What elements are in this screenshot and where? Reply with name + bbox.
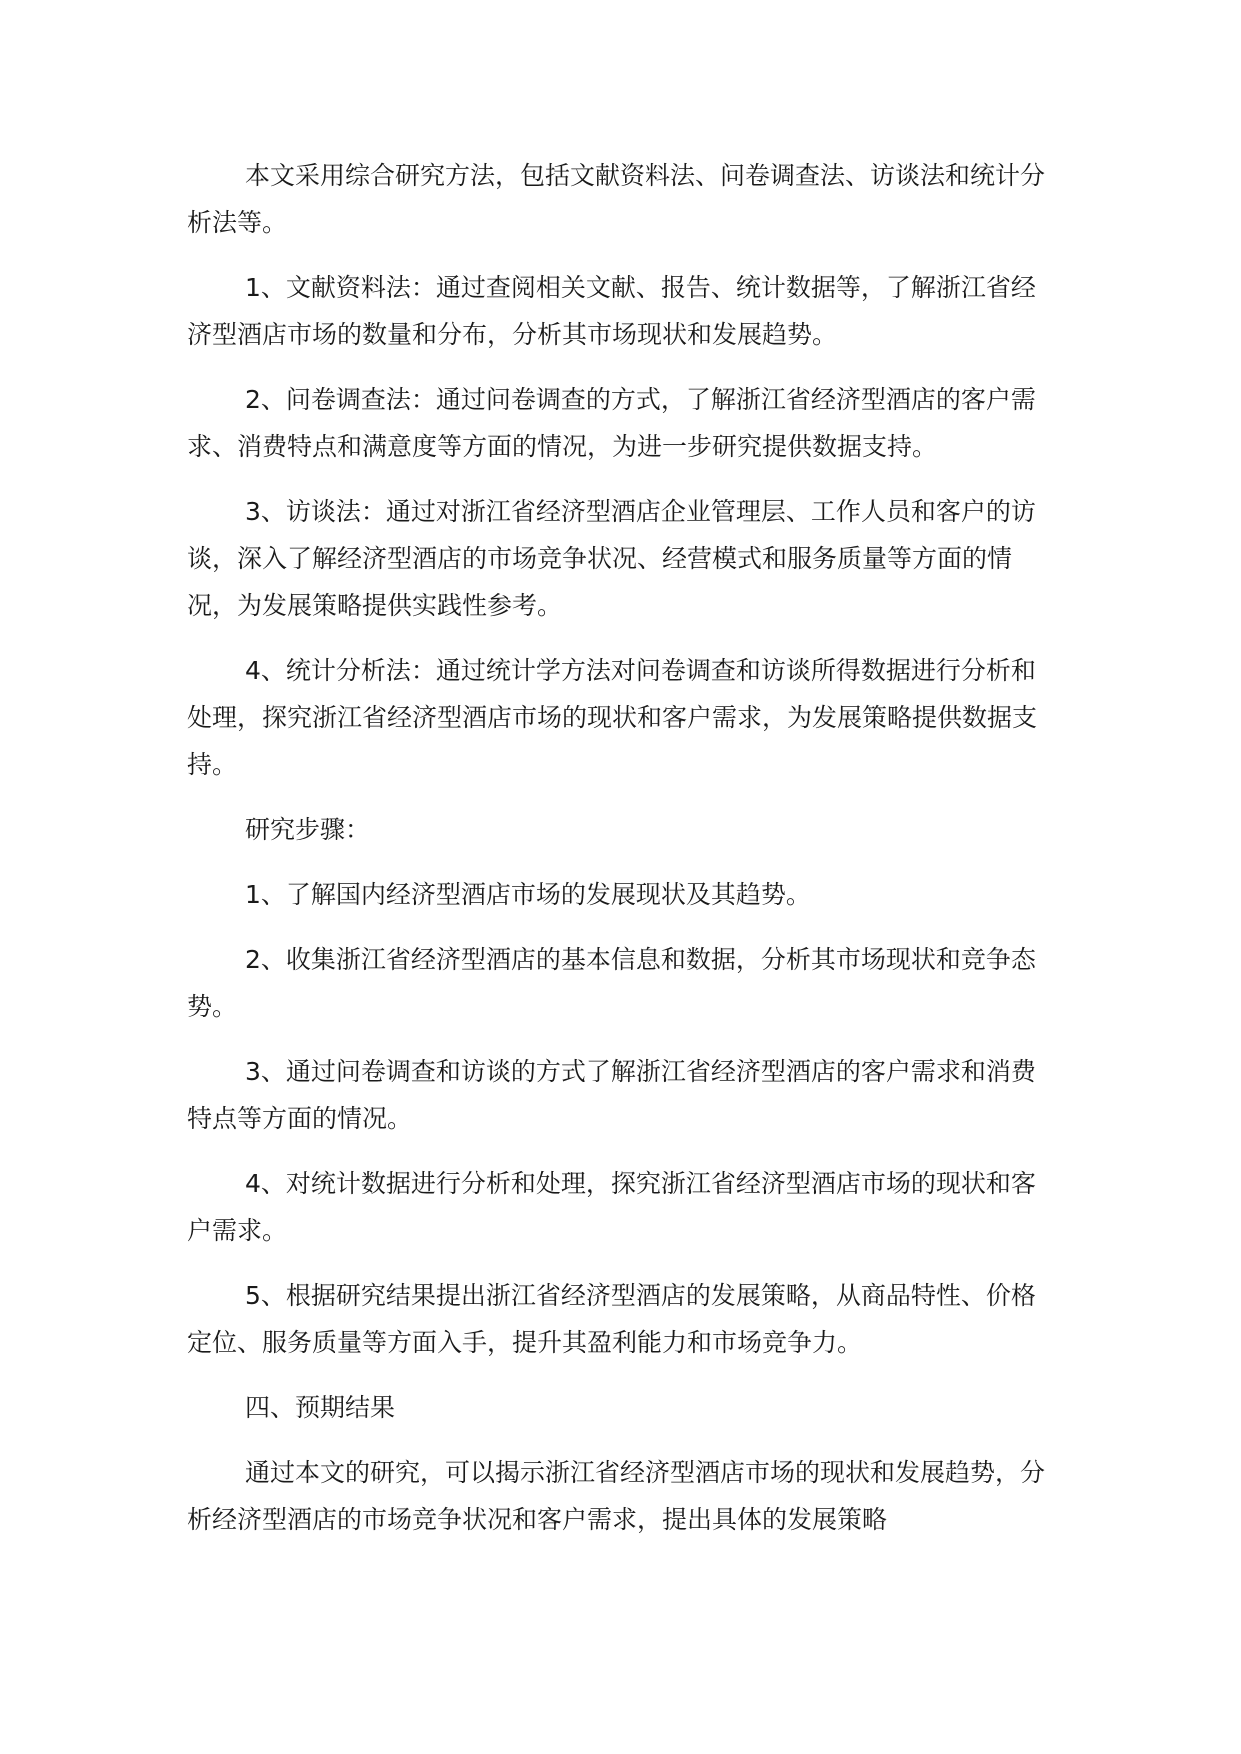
- paragraph-step-2: 2、收集浙江省经济型酒店的基本信息和数据，分析其市场现状和竞争态势。: [187, 945, 1036, 1021]
- document-body: [187, 152, 1057, 1561]
- paragraph-statistical-method: 4、统计分析法：通过统计学方法对问卷调查和访谈所得数据进行分析和处理，探究浙江省经济型酒店市场的现状和客户需求，为发展策略提供数据支持。: [187, 656, 1038, 779]
- heading-expected-results: 四、预期结果: [245, 1393, 396, 1422]
- paragraph-step-3: 3、通过问卷调查和访谈的方式了解浙江省经济型酒店的客户需求和消费特点等方面的情况。: [187, 1057, 1036, 1133]
- paragraph-literature-method: 1、文献资料法：通过查阅相关文献、报告、统计数据等，了解浙江省经济型酒店市场的数量和分布，分析其市场现状和发展趋势。: [187, 273, 1036, 349]
- paragraph-expected-results: 通过本文的研究，可以揭示浙江省经济型酒店市场的现状和发展趋势，分析经济型酒店的市场竞争状况和客户需求，提出具体的发展策略: [187, 1458, 1046, 1534]
- paragraph-step-1: 1、了解国内经济型酒店市场的发展现状及其趋势。: [245, 880, 811, 909]
- paragraph-interview-method: 3、访谈法：通过对浙江省经济型酒店企业管理层、工作人员和客户的访谈，深入了解经济型酒店的市场竞争状况、经营模式和服务质量等方面的情况，为发展策略提供实践性参考。: [187, 497, 1036, 620]
- heading-research-steps: 研究步骤：: [245, 815, 371, 844]
- paragraph-methods-intro: 本文采用综合研究方法，包括文献资料法、问卷调查法、访谈法和统计分析法等。: [187, 161, 1046, 237]
- paragraph-questionnaire-method: 2、问卷调查法：通过问卷调查的方式，了解浙江省经济型酒店的客户需求、消费特点和满意度等方面的情况，为进一步研究提供数据支持。: [187, 385, 1036, 461]
- paragraph-step-5: 5、根据研究结果提出浙江省经济型酒店的发展策略，从商品特性、价格定位、服务质量等方面入手，提升其盈利能力和市场竞争力。: [187, 1281, 1036, 1357]
- paragraph-step-4: 4、对统计数据进行分析和处理，探究浙江省经济型酒店市场的现状和客户需求。: [187, 1169, 1036, 1245]
